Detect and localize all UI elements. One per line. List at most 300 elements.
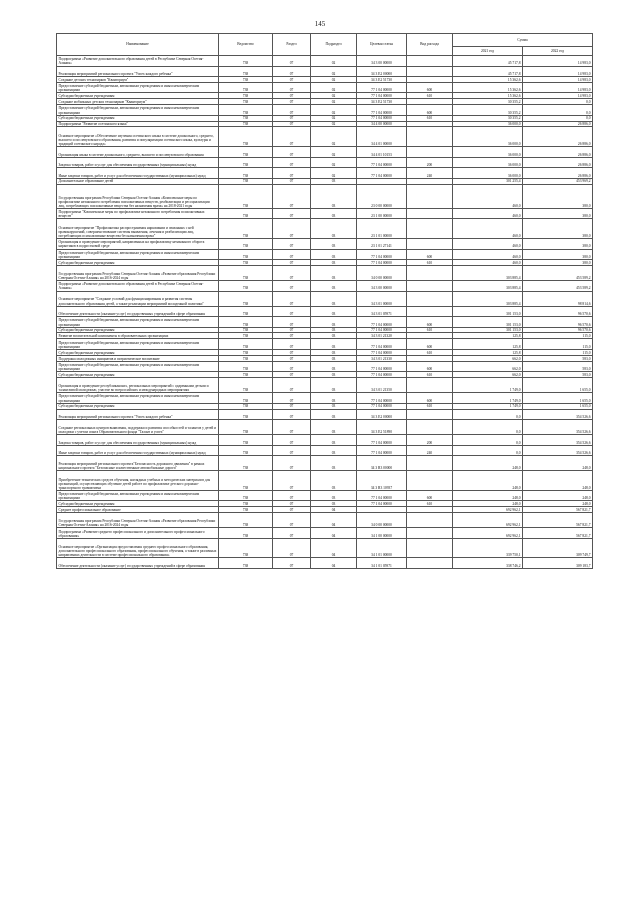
row-year-1: 460,0 [453, 219, 523, 239]
row-year-1: 45 717,8 [453, 66, 523, 77]
table-row [57, 528, 593, 539]
row-name: Предоставление субсидий бюджетным, автономным учреждениям и иным некоммерческим организациям [57, 317, 219, 328]
row-subsection: 02 [311, 121, 357, 127]
row-name: Предоставление субсидий бюджетным, автономным учреждениям и иным некоммерческим организациям [57, 105, 219, 116]
row-expense-type [407, 239, 453, 250]
row-year-1: 662,0 [453, 372, 523, 378]
row-target-article: 23 1 01 27141 [357, 239, 407, 250]
table-row [57, 456, 593, 471]
row-year-1: 36 000,0 [453, 168, 523, 179]
row-department: 738 [219, 306, 273, 317]
row-expense-type [407, 184, 453, 208]
table-row [57, 127, 593, 147]
row-section: 07 [273, 208, 311, 219]
table-row [57, 378, 593, 393]
row-name: Подпрограмма «Развитие дополнительного образования детей в Республике Северная Осетия-Алания» [57, 281, 219, 292]
row-name: Создание мобильных детских технопарков "Кванториум" [57, 99, 219, 105]
row-year-2: 380,0 [523, 208, 593, 219]
row-subsection: 03 [311, 219, 357, 239]
row-year-1: 15 362,6 [453, 77, 523, 83]
row-year-2: 248,0 [523, 456, 593, 471]
row-target-article: 34 3 E2 00000 [357, 409, 407, 420]
row-name: Реализация мероприятий регионального проекта "Успех каждого ребенка" [57, 409, 219, 420]
row-year-1: 0,0 [453, 420, 523, 435]
row-target-article: 34 3 E2 51890 [357, 420, 407, 435]
row-section: 07 [273, 538, 311, 558]
row-department: 738 [219, 393, 273, 404]
row-subsection: 02 [311, 127, 357, 147]
row-year-2: 453 589,2 [523, 281, 593, 292]
row-department: 738 [219, 507, 273, 513]
row-department: 738 [219, 528, 273, 539]
row-name: Субсидии бюджетным учреждениям [57, 115, 219, 121]
row-department: 738 [219, 56, 273, 67]
row-year-2: 26 886,0 [523, 127, 593, 147]
table-row [57, 281, 593, 292]
row-year-2: 309 749,7 [523, 538, 593, 558]
row-target-article: 34 4 01 00000 [357, 127, 407, 147]
row-target-article: 34 1 01 05971 [357, 558, 407, 569]
table-row [57, 219, 593, 239]
row-name: Предоставление субсидий бюджетным, автономным учреждениям и иным некоммерческим организациям [57, 393, 219, 404]
row-section: 07 [273, 239, 311, 250]
row-department: 738 [219, 168, 273, 179]
row-department: 738 [219, 208, 273, 219]
row-target-article: 77 1 04 00000 [357, 105, 407, 116]
row-target-article: 77 1 04 00000 [357, 168, 407, 179]
row-section: 07 [273, 528, 311, 539]
row-year-2: 0,0 [523, 99, 593, 105]
row-subsection: 03 [311, 403, 357, 409]
row-section: 07 [273, 445, 311, 456]
row-name: Предоставление субсидий бюджетным, автономным учреждениям и иным некоммерческим организациям [57, 249, 219, 260]
row-name: Иные закупки товаров, работ и услуг для обеспечения государственных (муниципальных) нужд [57, 168, 219, 179]
row-department: 738 [219, 157, 273, 168]
row-target-article: 34 4 00 00000 [357, 121, 407, 127]
row-expense-type: 240 [407, 168, 453, 179]
row-subsection: 04 [311, 528, 357, 539]
row-expense-type: 610 [407, 403, 453, 409]
row-expense-type: 610 [407, 115, 453, 121]
row-year-2: 380,0 [523, 219, 593, 239]
row-year-2: 14 983,0 [523, 82, 593, 93]
row-year-2: 0,0 [523, 105, 593, 116]
row-year-2: 583,0 [523, 355, 593, 361]
row-subsection: 03 [311, 456, 357, 471]
row-year-1: 338 746,2 [453, 558, 523, 569]
row-subsection: 03 [311, 265, 357, 280]
row-expense-type [407, 538, 453, 558]
row-year-2: 14 983,0 [523, 93, 593, 99]
row-subsection: 03 [311, 317, 357, 328]
row-year-1: 36 000,0 [453, 121, 523, 127]
row-year-2: 453 589,2 [523, 265, 593, 280]
table-row [57, 66, 593, 77]
page-number: 145 [314, 20, 326, 28]
row-section: 07 [273, 105, 311, 116]
row-year-2: 567 821,7 [523, 507, 593, 513]
row-name: Развитие воспитательной компоненты в образовательных организациях [57, 333, 219, 339]
row-department: 738 [219, 355, 273, 361]
row-year-2: 380,0 [523, 260, 593, 266]
row-target-article: 34 3 R3 10937 [357, 471, 407, 491]
table-row [57, 445, 593, 456]
row-year-1: 301 153,0 [453, 317, 523, 328]
row-year-1: 460,0 [453, 260, 523, 266]
row-target-article: 34 3 01 00000 [357, 291, 407, 306]
row-name: Государственная программа Республики Северная Осетия-Алания «Развитие образования Республики Северная Осетия-Алания» на 2016-2024 годы [57, 265, 219, 280]
header-subsection: Подраздел [311, 34, 357, 56]
row-target-article: 77 1 04 00000 [357, 115, 407, 121]
row-year-2: 0,0 [523, 115, 593, 121]
row-name: Субсидии бюджетным учреждениям [57, 403, 219, 409]
row-department: 738 [219, 317, 273, 328]
row-subsection: 03 [311, 355, 357, 361]
row-expense-type [407, 471, 453, 491]
row-expense-type: 200 [407, 435, 453, 446]
row-department: 738 [219, 291, 273, 306]
row-department: 738 [219, 127, 273, 147]
row-target-article: 34 3 E2 51730 [357, 77, 407, 83]
table-row [57, 291, 593, 306]
row-expense-type [407, 291, 453, 306]
row-year-2: 248,0 [523, 501, 593, 507]
row-expense-type [407, 409, 453, 420]
row-year-1: 0,0 [453, 409, 523, 420]
table-row [57, 513, 593, 528]
row-name: Основное мероприятие "Профилактика распространения наркомании и связанных с ней правонарушений, совершенствование системы выявления, лечения и реабилитации лиц, потребляющих психоактивные вещества без назначения врача" [57, 219, 219, 239]
row-name: Создание региональных центров выявления, поддержки и развития способностей и талантов у детей и молодежи с учетом опыта Образовательного фонда "Талант и успех" [57, 420, 219, 435]
row-expense-type: 600 [407, 82, 453, 93]
row-department: 738 [219, 184, 273, 208]
row-subsection: 03 [311, 239, 357, 250]
row-subsection: 04 [311, 538, 357, 558]
row-department: 738 [219, 77, 273, 83]
row-department: 738 [219, 249, 273, 260]
row-expense-type: 600 [407, 393, 453, 404]
row-subsection: 03 [311, 378, 357, 393]
row-target-article: 34 3 01 21330 [357, 355, 407, 361]
row-department: 738 [219, 121, 273, 127]
row-target-article: 77 1 04 00000 [357, 403, 407, 409]
row-name: Субсидии бюджетным учреждениям [57, 260, 219, 266]
row-expense-type: 600 [407, 249, 453, 260]
table-row [57, 435, 593, 446]
row-section: 07 [273, 349, 311, 355]
row-name: Подпрограмма «Развитие среднего профессионального и дополнительного профессионального образования» [57, 528, 219, 539]
row-subsection: 03 [311, 349, 357, 355]
row-section: 07 [273, 435, 311, 446]
table-row [57, 249, 593, 260]
table-row [57, 208, 593, 219]
row-expense-type: 610 [407, 501, 453, 507]
row-department: 738 [219, 260, 273, 266]
row-year-2: 1 655,0 [523, 393, 593, 404]
row-subsection: 02 [311, 99, 357, 105]
row-target-article: 77 1 04 00000 [357, 157, 407, 168]
row-expense-type [407, 456, 453, 471]
row-department: 738 [219, 93, 273, 99]
row-section: 07 [273, 168, 311, 179]
row-name: Субсидии бюджетным учреждениям [57, 501, 219, 507]
row-year-1: 248,0 [453, 456, 523, 471]
row-year-2: 354 526,6 [523, 420, 593, 435]
header-name: Наименование [57, 34, 219, 56]
row-target-article: 34 4 01 10153 [357, 147, 407, 158]
row-year-1: 30 355,2 [453, 99, 523, 105]
row-name: Субсидии бюджетным учреждениям [57, 349, 219, 355]
row-year-1: 662,0 [453, 361, 523, 372]
row-subsection: 03 [311, 327, 357, 333]
row-name: Закупка товаров, работ и услуг для обеспечения государственных (муниципальных) нужд [57, 435, 219, 446]
row-department: 738 [219, 513, 273, 528]
row-subsection: 02 [311, 157, 357, 168]
row-year-1: 30 355,2 [453, 115, 523, 121]
row-department: 738 [219, 420, 273, 435]
row-expense-type [407, 265, 453, 280]
row-section: 07 [273, 378, 311, 393]
row-department: 738 [219, 435, 273, 446]
row-subsection: 02 [311, 82, 357, 93]
row-subsection: 03 [311, 306, 357, 317]
row-section: 07 [273, 393, 311, 404]
row-name: Организация языка в системе дошкольного, среднего, высшего и послевузовского образования [57, 147, 219, 158]
row-section: 07 [273, 306, 311, 317]
row-subsection: 03 [311, 361, 357, 372]
row-year-1: 692 962,1 [453, 513, 523, 528]
header-amount: Сумма [453, 34, 593, 47]
row-section: 07 [273, 66, 311, 77]
row-department: 738 [219, 115, 273, 121]
row-year-1: 0,0 [453, 435, 523, 446]
table-row [57, 558, 593, 569]
row-name: Предоставление субсидий бюджетным, автономным учреждениям и иным некоммерческим организациям [57, 82, 219, 93]
row-year-1: 30 355,2 [453, 105, 523, 116]
row-target-article: 23 1 01 00000 [357, 219, 407, 239]
row-department: 738 [219, 409, 273, 420]
row-section: 07 [273, 501, 311, 507]
row-target-article: 77 1 04 00000 [357, 349, 407, 355]
row-department: 738 [219, 558, 273, 569]
row-expense-type: 610 [407, 349, 453, 355]
table-row [57, 56, 593, 67]
row-department: 738 [219, 339, 273, 350]
row-name: Среднее профессиональное образование [57, 507, 219, 513]
row-target-article: 34 1 01 00000 [357, 538, 407, 558]
row-name: Обеспечение деятельности (оказание услуг) государственных учреждений в сфере образования [57, 558, 219, 569]
row-name: Подпрограмма «Развитие дополнительного образования детей в Республике Северная Осетия-Алания» [57, 56, 219, 67]
table-row [57, 317, 593, 328]
table-row [57, 147, 593, 158]
header-department: Ведомство [219, 34, 273, 56]
row-expense-type [407, 56, 453, 67]
table-row [57, 239, 593, 250]
row-target-article: 34 3 01 05971 [357, 306, 407, 317]
row-section: 07 [273, 409, 311, 420]
row-department: 738 [219, 361, 273, 372]
row-section: 07 [273, 249, 311, 260]
header-target-article: Целевая статья [357, 34, 407, 56]
row-target-article: 77 1 04 00000 [357, 317, 407, 328]
row-name: Обеспечение деятельности (оказание услуг) государственных учреждений в сфере образования [57, 306, 219, 317]
row-year-2: 98 814,6 [523, 291, 593, 306]
row-year-1: 248,0 [453, 471, 523, 491]
row-subsection: 03 [311, 184, 357, 208]
row-expense-type: 600 [407, 317, 453, 328]
row-department: 738 [219, 105, 273, 116]
row-section: 07 [273, 147, 311, 158]
row-year-2: 583,0 [523, 361, 593, 372]
row-subsection: 03 [311, 260, 357, 266]
row-section: 07 [273, 265, 311, 280]
row-name: Субсидии бюджетным учреждениям [57, 327, 219, 333]
row-section: 07 [273, 219, 311, 239]
row-section: 07 [273, 327, 311, 333]
row-expense-type: 610 [407, 93, 453, 99]
row-year-2: 248,0 [523, 490, 593, 501]
row-subsection: 02 [311, 168, 357, 179]
row-year-1: 125,8 [453, 349, 523, 355]
row-section: 07 [273, 355, 311, 361]
row-section: 07 [273, 372, 311, 378]
row-year-2: 115,0 [523, 339, 593, 350]
row-name: Реализация мероприятий регионального проекта"Безопасность дорожного движения" в рамках национального проекта "Безопасные и качественные автомобильные дороги" [57, 456, 219, 471]
table-row [57, 265, 593, 280]
row-section: 07 [273, 93, 311, 99]
row-target-article: 77 1 04 00000 [357, 260, 407, 266]
row-department: 738 [219, 471, 273, 491]
row-target-article: 34 3 01 21320 [357, 333, 407, 339]
row-year-2: 380,0 [523, 239, 593, 250]
table-row [57, 490, 593, 501]
row-target-article: 34 1 00 00000 [357, 528, 407, 539]
row-expense-type: 610 [407, 260, 453, 266]
row-section: 07 [273, 420, 311, 435]
row-section: 07 [273, 56, 311, 67]
row-name: Дополнительное образование детей [57, 178, 219, 184]
row-name: Подпрограмма "Комплексные меры по профилактике незаконного потребления психоактивных веществ" [57, 208, 219, 219]
row-year-2: 14 983,0 [523, 66, 593, 77]
row-department: 738 [219, 239, 273, 250]
row-year-2: 354 526,6 [523, 445, 593, 456]
row-department: 738 [219, 372, 273, 378]
row-department: 738 [219, 66, 273, 77]
row-year-1: 248,0 [453, 501, 523, 507]
row-subsection: 03 [311, 490, 357, 501]
row-year-1: 1 749,0 [453, 403, 523, 409]
row-name: Подпрограмма "Развитие осетинского языка" [57, 121, 219, 127]
row-expense-type [407, 420, 453, 435]
row-year-2: 14 983,0 [523, 77, 593, 83]
row-target-article: 34 0 00 00000 [357, 513, 407, 528]
row-year-1: 1 749,0 [453, 378, 523, 393]
row-name: Государственная программа Республики Северная Осетия-Алания «Комплексные меры по профилактике незаконного потребления психоактивных веществ, реабилитации и ресоциализации лиц, потребляющих психоактивные вещества без назначения врача» на 2018-2021 годы [57, 184, 219, 208]
row-name: Реализация мероприятий регионального проекта "Успех каждого ребенка" [57, 66, 219, 77]
row-target-article: 23 0 00 00000 [357, 184, 407, 208]
row-target-article: 77 1 04 00000 [357, 361, 407, 372]
row-year-1: 36 000,0 [453, 157, 523, 168]
row-year-1: 460,0 [453, 249, 523, 260]
row-department: 738 [219, 327, 273, 333]
row-name: Основное мероприятие «Обеспечение изучения осетинского языка в системе дошкольного, среднего, высшего и послевузовского образования, развития и популяризации осетинского языка, культуры и традиций осетинского народа» [57, 127, 219, 147]
row-target-article: 77 1 04 00000 [357, 372, 407, 378]
row-target-article: 34 3 01 21350 [357, 378, 407, 393]
row-department: 738 [219, 99, 273, 105]
row-year-2: 380,0 [523, 184, 593, 208]
table-row [57, 184, 593, 208]
row-subsection: 03 [311, 249, 357, 260]
row-year-1: 303 885,4 [453, 291, 523, 306]
row-subsection: 02 [311, 66, 357, 77]
row-section: 07 [273, 281, 311, 292]
row-year-2: 567 821,7 [523, 513, 593, 528]
row-year-2: 26 886,0 [523, 147, 593, 158]
table-row [57, 168, 593, 179]
row-subsection: 03 [311, 291, 357, 306]
table-row [57, 157, 593, 168]
row-expense-type: 610 [407, 327, 453, 333]
row-subsection: 04 [311, 507, 357, 513]
row-section: 07 [273, 260, 311, 266]
row-expense-type [407, 219, 453, 239]
row-expense-type: 600 [407, 339, 453, 350]
row-section: 07 [273, 291, 311, 306]
row-year-1: 301 153,0 [453, 327, 523, 333]
row-target-article: 77 1 04 00000 [357, 327, 407, 333]
row-department: 738 [219, 82, 273, 93]
row-year-2: 354 526,6 [523, 435, 593, 446]
table-row [57, 361, 593, 372]
row-year-1: 303 885,4 [453, 265, 523, 280]
row-department: 738 [219, 403, 273, 409]
row-department: 738 [219, 456, 273, 471]
row-target-article: 77 1 04 00000 [357, 435, 407, 446]
row-name: Закупка товаров, работ и услуг для обеспечения государственных (муниципальных) нужд [57, 157, 219, 168]
row-expense-type [407, 281, 453, 292]
table-row [57, 538, 593, 558]
row-department: 738 [219, 349, 273, 355]
row-target-article: 77 1 04 00000 [357, 445, 407, 456]
row-year-1: 125,8 [453, 339, 523, 350]
table-body [57, 56, 593, 569]
row-subsection: 03 [311, 471, 357, 491]
row-expense-type: 240 [407, 445, 453, 456]
row-target-article: 34 3 E2 00000 [357, 66, 407, 77]
row-year-2: 96 570,6 [523, 306, 593, 317]
row-subsection: 03 [311, 339, 357, 350]
row-subsection: 02 [311, 105, 357, 116]
row-year-2: 26 886,0 [523, 157, 593, 168]
row-subsection: 03 [311, 393, 357, 404]
row-year-2: 453 969,2 [523, 178, 593, 184]
row-name: Организация и проведение республиканских, региональных мероприятий с одаренными детьми и талантливой молодежью, участие во всероссийских и международных мероприятиях [57, 378, 219, 393]
row-section: 07 [273, 82, 311, 93]
table-row [57, 420, 593, 435]
row-section: 07 [273, 339, 311, 350]
row-department: 738 [219, 265, 273, 280]
row-section: 07 [273, 361, 311, 372]
row-expense-type [407, 66, 453, 77]
row-year-1: 303 885,4 [453, 281, 523, 292]
row-section: 07 [273, 507, 311, 513]
row-subsection: 03 [311, 445, 357, 456]
row-section: 07 [273, 490, 311, 501]
row-section: 07 [273, 558, 311, 569]
row-expense-type [407, 378, 453, 393]
row-year-2: 96 570,6 [523, 317, 593, 328]
row-subsection: 02 [311, 77, 357, 83]
row-target-article: 23 1 00 00000 [357, 208, 407, 219]
